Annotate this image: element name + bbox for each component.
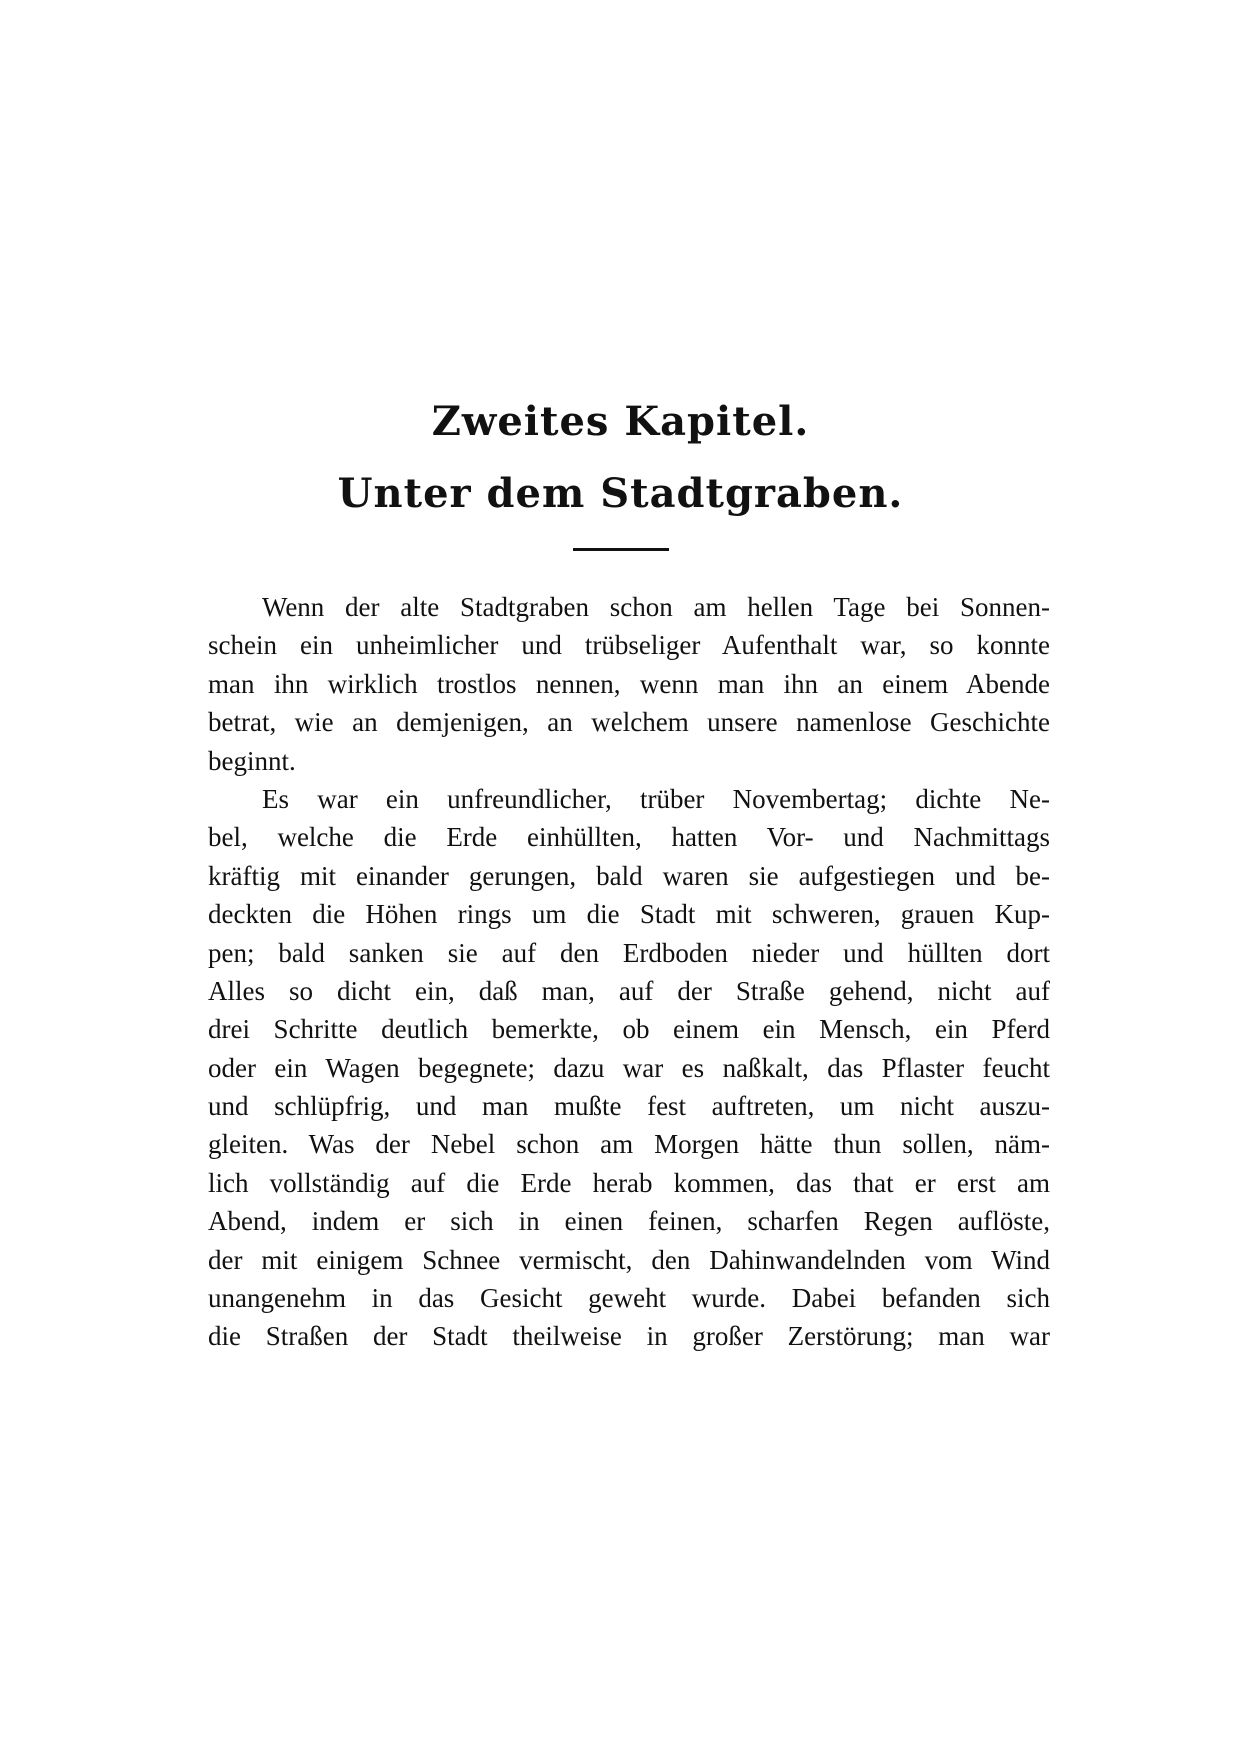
text-line: der mit einigem Schnee vermischt, den Dahinwandelnden vom Wind [208,1244,1050,1275]
text-line: und schlüpfrig, und man mußte fest auftreten, um nicht auszu- [208,1091,1050,1122]
text-line: deckten die Höhen rings um die Stadt mit schweren, grauen Kup- [208,899,1050,930]
text-line: Alles so dicht ein, daß man, auf der Straße gehend, nicht auf [208,975,1050,1006]
chapter-title: Unter dem Stadtgraben. [337,470,904,517]
text-line: kräftig mit einander gerungen, bald waren sie aufgestiegen und be- [208,860,1050,891]
text-line: schein ein unheimlicher und trübseliger Aufenthalt war, so konnte [208,630,1050,661]
text-line: unangenehm in das Gesicht geweht wurde. Dabei befanden sich [208,1283,1050,1314]
text-line: Abend, indem er sich in einen feinen, scharfen Regen auflöste, [208,1206,1050,1237]
paragraph-1 [208,588,1050,780]
text-line: beginnt. [208,745,296,776]
body-text [208,588,1050,1356]
paragraph-2 [208,780,1050,1356]
text-line: Es war ein unfreundlicher, trüber Novembertag; dichte Ne- [262,783,1050,814]
text-line: pen; bald sanken sie auf den Erdboden nieder und hüllten dort [208,937,1050,968]
text-line: die Straßen der Stadt theilweise in großer Zerstörung; man war [208,1321,1050,1352]
text-line: oder ein Wagen begegnete; dazu war es naßkalt, das Pflaster feucht [208,1052,1050,1083]
text-line: man ihn wirklich trostlos nennen, wenn man ihn an einem Abende [208,668,1050,699]
text-line: gleiten. Was der Nebel schon am Morgen hätte thun sollen, näm- [208,1129,1050,1160]
text-line: betrat, wie an demjenigen, an welchem unsere namenlose Geschichte [208,707,1050,738]
chapter-heading: Zweites Kapitel. [431,398,810,445]
title-divider [573,548,669,551]
text-line: drei Schritte deutlich bemerkte, ob einem ein Mensch, ein Pferd [208,1014,1050,1045]
text-line: lich vollständig auf die Erde herab kommen, das that er erst am [208,1167,1050,1198]
text-line: Wenn der alte Stadtgraben schon am hellen Tage bei Sonnen- [262,592,1050,622]
text-line: bel, welche die Erde einhüllten, hatten Vor- und Nachmittags [208,822,1050,853]
